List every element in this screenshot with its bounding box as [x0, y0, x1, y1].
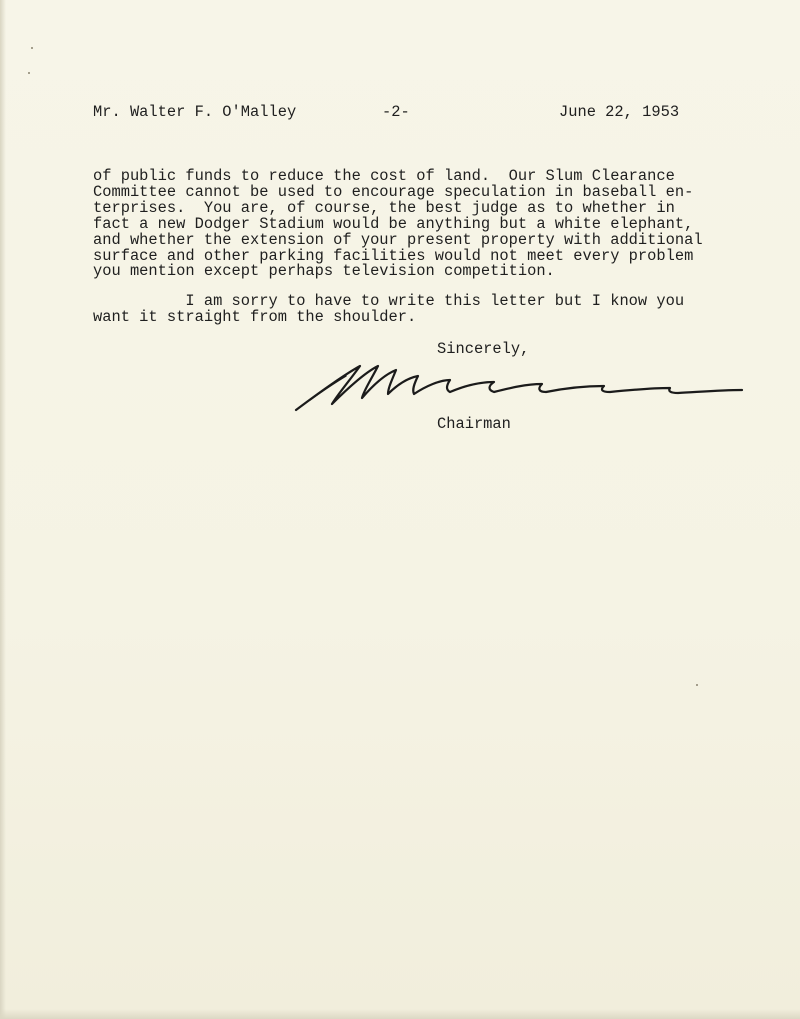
handwritten-signature-icon — [290, 350, 760, 425]
body-line: Committee cannot be used to encourage speculation in baseball en- — [93, 183, 694, 201]
signatory-title: Chairman — [437, 415, 511, 433]
page-number: -2- — [382, 103, 410, 121]
body-line: I am sorry to have to write this letter but I know you — [93, 292, 685, 310]
paper-speck — [28, 72, 30, 74]
body-line: and whether the extension of your present property with additional — [93, 231, 703, 249]
body-line: of public funds to reduce the cost of land. Our Slum Clearance — [93, 167, 675, 185]
paper-speck — [31, 47, 33, 49]
paper-edge-bottom — [0, 1009, 800, 1019]
body-line: surface and other parking facilities would not meet every problem — [93, 247, 694, 265]
paper-speck — [696, 684, 698, 686]
body-line: you mention except perhaps television competition. — [93, 262, 555, 280]
body-line: want it straight from the shoulder. — [93, 308, 417, 326]
letter-date: June 22, 1953 — [559, 103, 680, 121]
paper-edge-left — [0, 0, 6, 1019]
addressee: Mr. Walter F. O'Malley — [93, 103, 297, 121]
valediction: Sincerely, — [437, 340, 530, 358]
body-line: terprises. You are, of course, the best judge as to whether in — [93, 199, 675, 217]
body-line: fact a new Dodger Stadium would be anything but a white elephant, — [93, 215, 694, 233]
